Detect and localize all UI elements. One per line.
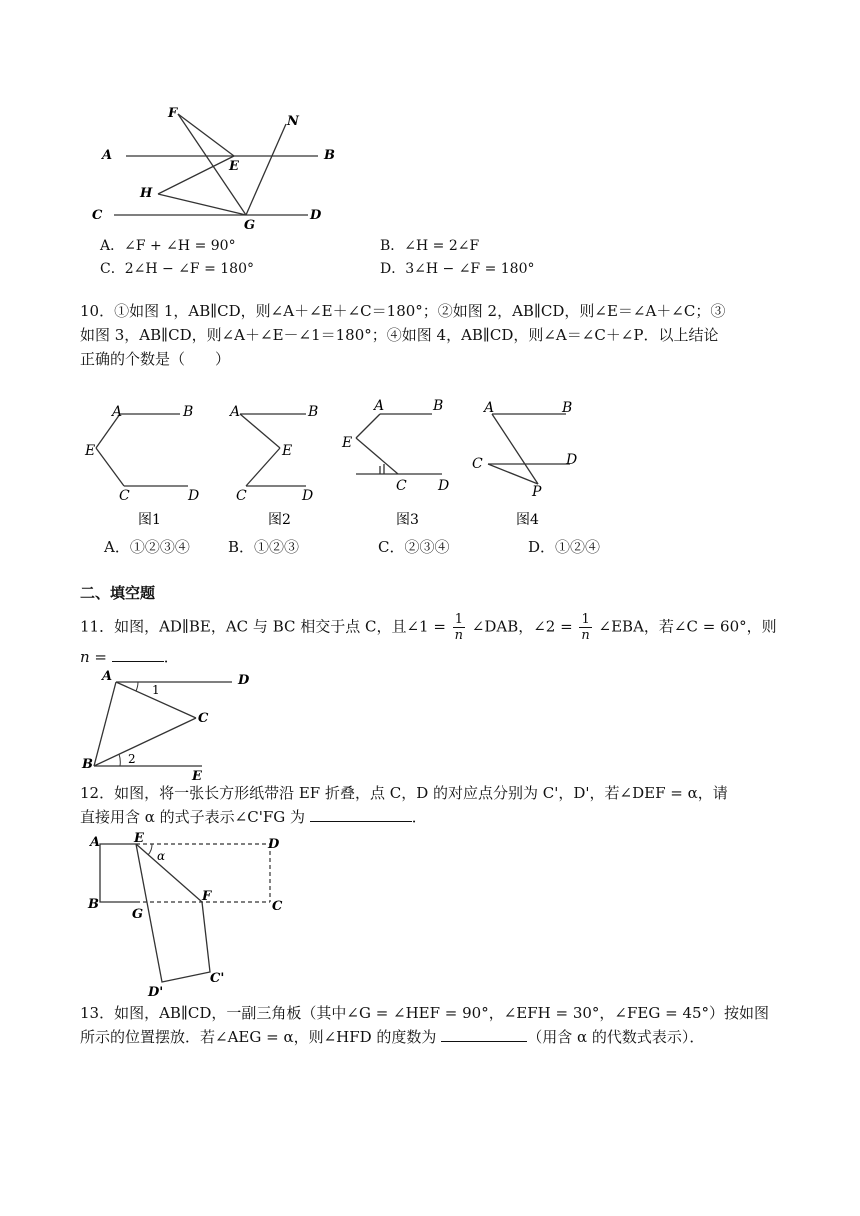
svg-text:A: A bbox=[112, 404, 123, 420]
q11-frac1-den: n bbox=[454, 628, 464, 643]
svg-text:A: A bbox=[90, 835, 101, 850]
svg-text:E: E bbox=[85, 443, 96, 459]
svg-text:C': C' bbox=[210, 971, 225, 986]
caption-fig2: 图2 bbox=[268, 512, 291, 528]
svg-text:A: A bbox=[230, 404, 241, 420]
svg-text:E: E bbox=[342, 435, 353, 451]
label-e: E bbox=[229, 159, 239, 174]
svg-text:B: B bbox=[433, 398, 444, 414]
q11-text-a: 11．如图，AD∥BE，AC 与 BC 相交于点 C，且∠1 = bbox=[80, 617, 446, 636]
q11-text-b: ∠DAB，∠2 = bbox=[471, 617, 573, 636]
figure-3 bbox=[356, 414, 442, 474]
svg-text:A: A bbox=[374, 398, 385, 414]
q11-n-label: n = bbox=[80, 648, 107, 666]
q10-option-d: D．①②④ bbox=[528, 538, 601, 556]
svg-text:E: E bbox=[282, 443, 293, 459]
svg-text:D: D bbox=[238, 673, 250, 688]
q10-line-1: 10．①如图 1，AB∥CD，则∠A＋∠E＋∠C＝180°；②如图 2，AB∥CD，则∠E＝∠A＋∠C；③ bbox=[80, 302, 726, 320]
svg-text:A: A bbox=[484, 400, 495, 416]
svg-text:C: C bbox=[272, 899, 283, 914]
svg-text:D: D bbox=[268, 837, 280, 852]
q9-option-a: A．∠F + ∠H = 90° bbox=[100, 238, 236, 254]
svg-text:1: 1 bbox=[152, 683, 160, 697]
svg-text:D: D bbox=[188, 488, 200, 504]
figure-1 bbox=[96, 414, 188, 486]
svg-text:P: P bbox=[532, 484, 542, 500]
q12-line-2 bbox=[80, 806, 427, 828]
caption-fig3: 图3 bbox=[396, 512, 419, 528]
svg-text:C: C bbox=[198, 711, 209, 726]
q11-frac2-den: n bbox=[581, 628, 590, 643]
q10-figures bbox=[80, 392, 600, 532]
figure-2 bbox=[240, 414, 306, 486]
q10-line-2: 如图 3，AB∥CD，则∠A＋∠E－∠1＝180°；④如图 4，AB∥CD，则∠A＝∠C＋∠P．以上结论 bbox=[80, 326, 719, 344]
svg-text:D': D' bbox=[148, 985, 164, 1000]
q11-fraction-1 bbox=[453, 612, 465, 643]
svg-text:G: G bbox=[132, 907, 144, 922]
q12-text: 直接用含 α 的式子表示∠C'FG 为 bbox=[80, 808, 305, 826]
q13-line-1: 13．如图，AB∥CD，一副三角板（其中∠G = ∠HEF = 90°，∠EFH = 30°，∠FEG = 45°）按如图 bbox=[80, 1004, 770, 1022]
q12-end: ． bbox=[411, 808, 427, 826]
q13-line-2 bbox=[80, 1026, 704, 1048]
svg-text:B: B bbox=[88, 897, 99, 912]
q11-end: ． bbox=[163, 648, 179, 666]
q13-text: 所示的位置摆放．若∠AEG = α，则∠HFD 的度数为 bbox=[80, 1028, 437, 1046]
svg-text:D: D bbox=[438, 478, 450, 494]
svg-text:B: B bbox=[82, 757, 93, 772]
q10-line-3: 正确的个数是（ ） bbox=[80, 350, 231, 368]
q11-answer-blank[interactable] bbox=[112, 647, 164, 662]
q10-option-a: A．①②③④ bbox=[104, 538, 190, 556]
label-n: N bbox=[287, 114, 299, 129]
label-f: F bbox=[168, 106, 178, 121]
svg-text:B: B bbox=[183, 404, 194, 420]
svg-text:B: B bbox=[562, 400, 573, 416]
svg-text:D: D bbox=[302, 488, 314, 504]
svg-text:B: B bbox=[308, 404, 319, 420]
q11-frac2-num: 1 bbox=[581, 612, 590, 627]
q10-option-c: C．②③④ bbox=[378, 538, 450, 556]
q9-option-c: C．2∠H − ∠F = 180° bbox=[100, 261, 254, 277]
q12-answer-blank[interactable] bbox=[310, 807, 412, 822]
label-a: A bbox=[102, 148, 113, 163]
q12-figure bbox=[80, 830, 300, 1000]
figure-4 bbox=[488, 414, 570, 484]
q13-answer-blank[interactable] bbox=[441, 1027, 527, 1042]
svg-text:D: D bbox=[566, 452, 578, 468]
label-d: D bbox=[310, 208, 322, 223]
label-g: G bbox=[244, 218, 256, 233]
label-h: H bbox=[140, 186, 153, 201]
svg-text:A: A bbox=[102, 669, 113, 684]
svg-text:C: C bbox=[396, 478, 407, 494]
svg-text:F: F bbox=[202, 889, 212, 904]
q11-text-c: ∠EBA，若∠C = 60°，则 bbox=[598, 617, 777, 636]
caption-fig1: 图1 bbox=[138, 512, 161, 528]
q11-frac1-num: 1 bbox=[454, 612, 463, 627]
q13-end: （用含 α 的代数式表示）． bbox=[527, 1028, 705, 1046]
q11-figure bbox=[80, 664, 280, 782]
q11-fraction-2 bbox=[579, 612, 591, 643]
svg-text:E: E bbox=[192, 769, 202, 782]
svg-text:C: C bbox=[119, 488, 130, 504]
q9-figure bbox=[86, 98, 346, 238]
q11-line-1 bbox=[80, 612, 777, 652]
q9-option-b: B．∠H = 2∠F bbox=[380, 238, 480, 254]
label-b: B bbox=[324, 148, 335, 163]
svg-text:C: C bbox=[472, 456, 483, 472]
svg-text:E: E bbox=[134, 831, 144, 846]
svg-text:α: α bbox=[157, 849, 166, 863]
q10-option-b: B．①②③ bbox=[228, 538, 300, 556]
label-c: C bbox=[92, 208, 103, 223]
svg-text:C: C bbox=[236, 488, 247, 504]
svg-text:2: 2 bbox=[128, 752, 136, 766]
q9-option-d: D．3∠H − ∠F = 180° bbox=[380, 261, 535, 277]
section-title: 二、填空题 bbox=[80, 584, 156, 602]
q12-line-1: 12．如图，将一张长方形纸带沿 EF 折叠，点 C，D 的对应点分别为 C'，D'，若∠DEF = α，请 bbox=[80, 784, 728, 802]
caption-fig4: 图4 bbox=[516, 512, 539, 528]
